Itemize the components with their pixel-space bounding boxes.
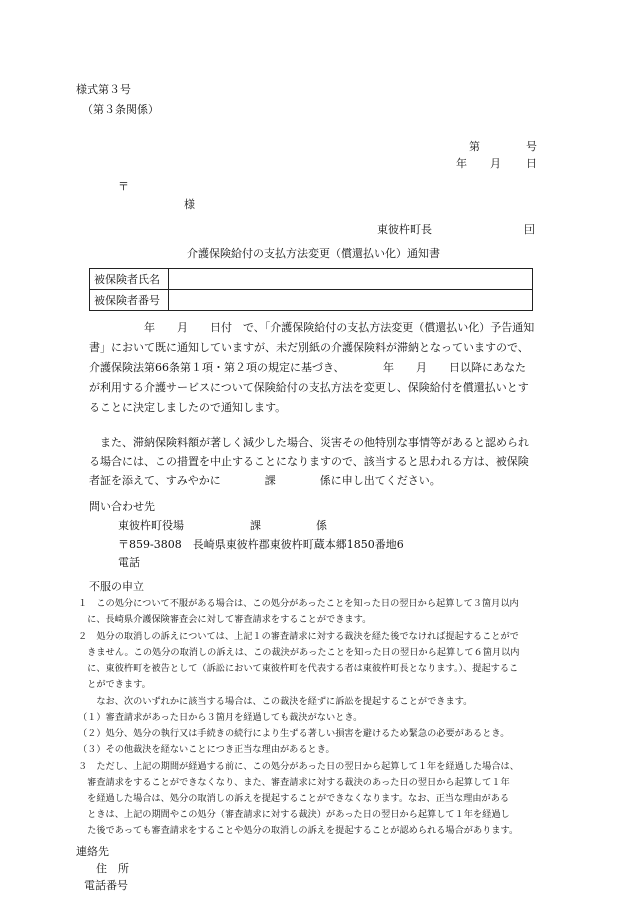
insured-person-table: [89, 268, 533, 311]
body-paragraph-1-line-5: ることに決定しましたので通知します。: [89, 401, 287, 414]
inquiry-address: 〒859-3808 長崎県東彼杵郡東彼杵町蔵本郷1850番地6: [118, 538, 404, 551]
insured-number-value: [169, 290, 533, 311]
insured-name-label: 被保険者氏名: [90, 269, 169, 290]
contact-phone-label: 電話番号: [84, 879, 128, 892]
body-paragraph-2-line-2: る場合には、この措置を中止することになりますので、該当すると思われる方は、被保険: [89, 455, 529, 468]
insured-number-label: 被保険者番号: [90, 290, 169, 311]
appeal-line: なお、次のいずれかに該当する場合は、この裁決を経ずに訴訟を提起することができます。: [78, 696, 473, 707]
form-number: 様式第３号: [76, 83, 131, 96]
appeal-line: とができます。: [78, 679, 151, 690]
seal-mark: 囙: [524, 223, 535, 236]
appeal-line: １ この処分について不服がある場合は、この処分があったことを知った日の翌日から起算して３箇月以内: [78, 598, 519, 609]
body-paragraph-2-line-3: 者証を添えて、すみやかに 課 係に申し出てください。: [89, 474, 441, 487]
appeal-line: に、長崎県介護保険審査会に対して審査請求をすることができます。: [78, 614, 372, 625]
appeal-line: （１）審査請求があった日から３箇月を経過しても裁決がないとき。: [78, 712, 363, 723]
date-year: 年: [456, 157, 467, 170]
appeal-line: （３）その他裁決を経ないことにつき正当な理由があるとき。: [78, 744, 335, 755]
appeal-line: に、東彼杵町を被告として（訴訟において東彼杵町を代表する者は東彼杵町長となります。）、提起するこ: [78, 663, 519, 674]
postal-mark: 〒: [118, 180, 129, 193]
appeal-line: ときは、上記の期間やこの処分（審査請求に対する裁決）があった日の翌日から起算して１年を経過し: [78, 809, 510, 820]
insured-name-value: [169, 269, 533, 290]
document-title: 介護保険給付の支払方法変更（償還払い化）通知書: [187, 247, 440, 260]
body-paragraph-1-line-1: 年 月 日付 で、「介護保険給付の支払方法変更（償還払い化）予告通知: [89, 321, 535, 334]
form-relation: （第３条関係）: [82, 103, 159, 116]
sender-name: 東彼杵町長: [377, 223, 432, 236]
date-day: 日: [526, 157, 537, 170]
doc-number-suffix: 号: [526, 140, 537, 153]
table-row: [90, 290, 533, 311]
inquiry-office: 東彼杵町役場 課 係: [118, 519, 327, 532]
inquiry-phone-label: 電話: [118, 556, 140, 569]
contact-address-label: 住 所: [96, 862, 129, 875]
appeal-line: ２ 処分の取消しの訴えについては、上記１の審査請求に対する裁決を経た後でなければ提起することがで: [78, 631, 519, 642]
body-paragraph-2-line-1: また、滞納保険料額が著しく減少した場合、災害その他特別な事情等があると認められ: [89, 436, 529, 449]
appeal-line: 審査請求をすることができなくなり、また、審査請求に対する裁決のあった日の翌日から起算して１年: [78, 777, 510, 788]
addressee-suffix: 様: [184, 198, 195, 211]
appeal-line: を経過した場合は、処分の取消しの訴えを提起することができなくなります。なお、正当な理由がある: [78, 793, 510, 804]
date-month: 月: [490, 157, 501, 170]
appeal-line: ３ ただし、上記の期間が経過する前に、この処分があった日の翌日から起算して１年を経過した場合は、: [78, 761, 519, 772]
table-row: [90, 269, 533, 290]
inquiry-heading: 問い合わせ先: [89, 500, 155, 513]
body-paragraph-1-line-2: 書」において既に通知していますが、未だ別紙の介護保険料が滞納となっていますので、: [89, 341, 529, 354]
body-paragraph-1-line-4: が利用する介護サービスについて保険給付の支払方法を変更し、保険給付を償還払いとす: [89, 381, 529, 394]
doc-number-prefix: 第: [469, 140, 480, 153]
body-paragraph-1-line-3: 介護保険法第66条第１項・第２項の規定に基づき、 年 月 日以降にあなた: [89, 361, 527, 374]
appeal-line: きません。この処分の取消しの訴えは、この裁決があったことを知った日の翌日から起算して６箇月以内: [78, 647, 520, 658]
appeal-line: （２）処分、処分の執行又は手続きの続行により生ずる著しい損害を避けるため緊急の必要があるとき。: [78, 728, 510, 739]
appeal-heading: 不服の申立: [89, 580, 144, 593]
contact-heading: 連絡先: [76, 845, 109, 858]
appeal-line: た後であっても審査請求をすることや処分の取消しの訴えを提起することが認められる場合があります。: [78, 825, 519, 836]
